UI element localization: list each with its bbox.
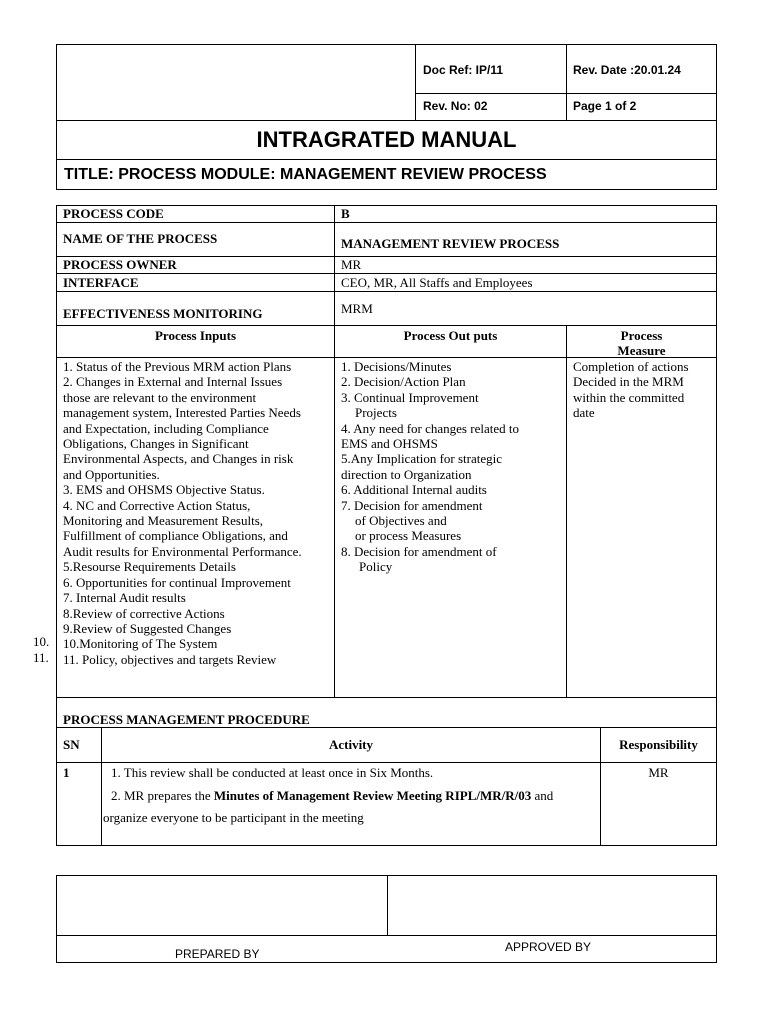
list-item: and Opportunities. xyxy=(63,466,160,482)
list-item: 7. Decision for amendment xyxy=(341,497,483,513)
list-item: 6. Additional Internal audits xyxy=(341,482,487,498)
list-item: 4. Any need for changes related to xyxy=(341,420,519,436)
activity-text xyxy=(102,763,601,845)
list-item: within the committed xyxy=(573,389,685,405)
activity-sn: 1 xyxy=(57,763,102,845)
effectiveness-value: MRM xyxy=(341,301,373,316)
inputs-header: Process Inputs xyxy=(57,325,335,358)
process-code-label: PROCESS CODE xyxy=(57,206,335,222)
process-name-value: MANAGEMENT REVIEW PROCESS xyxy=(341,236,560,251)
signature-divider xyxy=(387,876,388,935)
activity-line-3: organize everyone to be participant in the meeting xyxy=(103,810,364,825)
logo-area xyxy=(57,45,416,120)
list-item: 4. NC and Corrective Action Status, xyxy=(63,497,251,513)
list-item: 3. EMS and OHSMS Objective Status. xyxy=(63,482,265,498)
list-item: management system, Interested Parties Needs xyxy=(63,405,301,421)
manual-title: INTRAGRATED MANUAL xyxy=(57,120,716,160)
list-item: 1. Status of the Previous MRM action Plans xyxy=(63,359,292,374)
list-item: direction to Organization xyxy=(341,466,472,482)
procedure-title: PROCESS MANAGEMENT PROCEDURE xyxy=(57,698,716,728)
list-item: Fulfillment of compliance Obligations, and xyxy=(63,528,288,544)
list-item: 2. Decision/Action Plan xyxy=(341,374,466,390)
list-item: 10.Monitoring of The System xyxy=(63,636,218,652)
process-outputs xyxy=(335,358,567,698)
list-item: Decided in the MRM xyxy=(573,374,684,390)
process-name-label: NAME OF THE PROCESS xyxy=(57,223,335,256)
list-item: 6. Opportunities for continual Improvement xyxy=(63,574,291,590)
interface-label: INTERFACE xyxy=(57,274,335,291)
list-item: date xyxy=(573,405,595,421)
list-item: Audit results for Environmental Performance. xyxy=(63,543,302,559)
process-measure xyxy=(567,358,716,698)
list-item: Projects xyxy=(355,405,397,421)
list-item: 9.Review of Suggested Changes xyxy=(63,620,232,636)
document-header xyxy=(56,44,717,190)
document-title: TITLE: PROCESS MODULE: MANAGEMENT REVIEW PROCESS xyxy=(64,166,547,183)
process-table xyxy=(56,205,717,846)
list-item: 7. Internal Audit results xyxy=(63,590,186,606)
prepared-by-label: PREPARED BY xyxy=(175,947,260,961)
list-item: 8.Review of corrective Actions xyxy=(63,605,225,621)
list-item: of Objectives and xyxy=(355,513,447,529)
list-item: Obligations, Changes in Significant xyxy=(63,436,249,452)
outputs-header: Process Out puts xyxy=(335,325,567,358)
activity-line-1: 1. This review shall be conducted at least once in Six Months. xyxy=(111,765,434,780)
sn-header: SN xyxy=(57,728,102,763)
margin-number: 10. xyxy=(33,634,50,649)
measure-header: Process Measure xyxy=(567,325,716,358)
effectiveness-label: EFFECTIVENESS MONITORING xyxy=(57,292,335,325)
rev-no: Rev. No: 02 xyxy=(416,94,567,120)
list-item: EMS and OHSMS xyxy=(341,436,438,452)
process-code-value: B xyxy=(341,206,350,221)
signature-line xyxy=(57,935,716,936)
activity-line-2: 2. MR prepares the Minutes of Management Review Meeting RIPL/MR/R/03 and xyxy=(111,788,554,803)
list-item: 5.Resourse Requirements Details xyxy=(63,559,236,575)
list-item: 5.Any Implication for strategic xyxy=(341,451,503,467)
list-item: or process Measures xyxy=(355,528,462,544)
list-item: 1. Decisions/Minutes xyxy=(341,359,452,374)
process-owner-value: MR xyxy=(341,257,362,272)
row-interface xyxy=(57,274,716,292)
activity-header: Activity xyxy=(102,728,601,763)
list-item: those are relevant to the environment xyxy=(63,389,257,405)
minutes-form-ref: Minutes of Management Review Meeting RIPL/MR/R/03 xyxy=(213,788,532,803)
list-item: 8. Decision for amendment of xyxy=(341,543,497,559)
activity-responsibility: MR xyxy=(648,765,669,780)
list-item: 2. Changes in External and Internal Issues xyxy=(63,374,283,390)
list-item: 11. Policy, objectives and targets Review xyxy=(63,651,277,667)
row-effectiveness xyxy=(57,292,716,325)
doc-ref: Doc Ref: IP/11 xyxy=(416,45,567,94)
signature-table xyxy=(56,875,717,963)
row-process-code xyxy=(57,206,716,223)
responsibility-header: Responsibility xyxy=(601,728,716,763)
margin-number: 11. xyxy=(33,650,49,665)
process-owner-label: PROCESS OWNER xyxy=(57,257,335,273)
rev-date: Rev. Date :20.01.24 xyxy=(567,45,716,94)
list-item: Monitoring and Measurement Results, xyxy=(63,513,264,529)
interface-value: CEO, MR, All Staffs and Employees xyxy=(341,275,533,290)
list-item: Policy xyxy=(359,559,393,575)
process-inputs xyxy=(57,358,335,698)
list-item: Environmental Aspects, and Changes in risk xyxy=(63,451,294,467)
approved-by-label: APPROVED BY xyxy=(505,940,592,954)
list-item: and Expectation, including Compliance xyxy=(63,420,269,436)
row-process-name xyxy=(57,223,716,257)
row-process-owner xyxy=(57,257,716,274)
list-item: 3. Continual Improvement xyxy=(341,389,479,405)
list-item: Completion of actions xyxy=(573,359,689,374)
page-number: Page 1 of 2 xyxy=(573,99,637,113)
